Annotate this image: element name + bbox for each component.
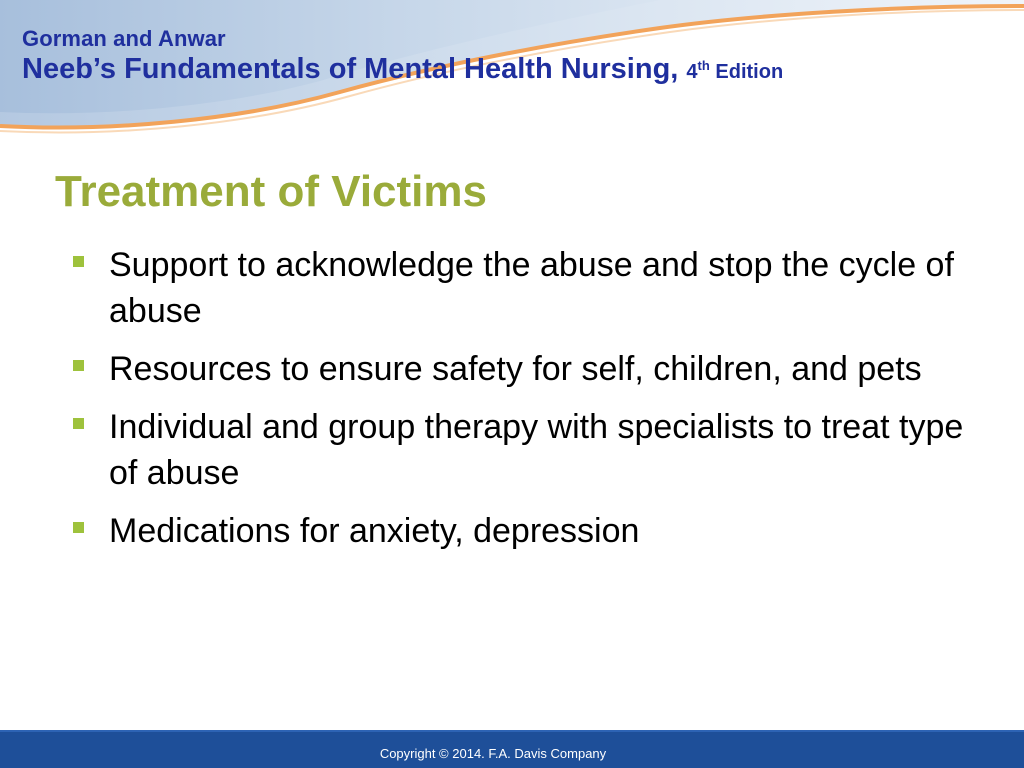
authors-line: Gorman and Anwar — [22, 26, 226, 51]
footer-bar — [0, 730, 1024, 768]
edition-label — [686, 58, 784, 83]
bullet-text: Medications for anxiety, depression — [109, 512, 640, 550]
edition-number: 4 — [686, 61, 698, 83]
bullet-item — [70, 508, 985, 554]
copyright-text: Copyright © 2014. F.A. Davis Company — [379, 746, 607, 761]
bullet-item — [70, 346, 985, 392]
square-bullet-icon — [73, 418, 84, 429]
edition-suffix: th — [697, 58, 710, 73]
square-bullet-icon — [73, 522, 84, 533]
bullet-text: Individual and group therapy with specialists to treat type of abuse — [109, 408, 964, 492]
square-bullet-icon — [73, 360, 84, 371]
square-bullet-icon — [73, 256, 84, 267]
bullet-list — [70, 242, 985, 566]
slide-title: Treatment of Victims — [55, 167, 487, 216]
bullet-item — [70, 242, 985, 334]
edition-word: Edition — [715, 61, 784, 83]
bullet-text: Resources to ensure safety for self, children, and pets — [109, 350, 922, 388]
book-title-line — [22, 52, 783, 89]
bullet-item — [70, 404, 985, 496]
book-title: Neeb’s Fundamentals of Mental Health Nursing, — [22, 53, 679, 85]
bullet-text: Support to acknowledge the abuse and stop the cycle of abuse — [109, 246, 954, 330]
header-text-block — [22, 26, 783, 89]
